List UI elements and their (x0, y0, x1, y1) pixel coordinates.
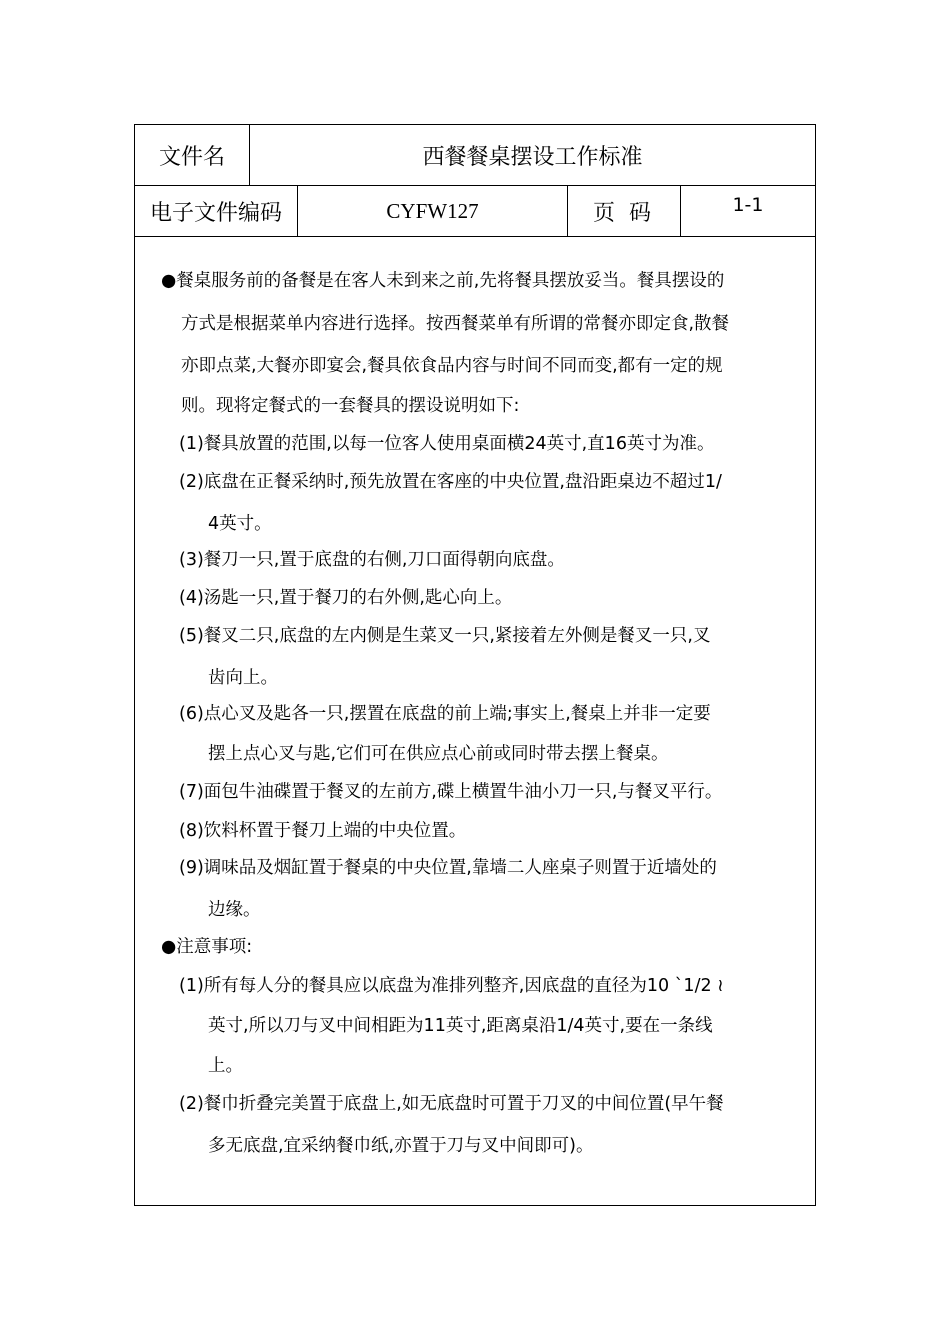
header-row-code (135, 186, 815, 237)
list-item: (1)餐具放置的范围,以每一位客人使用桌面横24英寸,直16英寸为准。 (179, 434, 715, 454)
header-row-title (135, 125, 815, 186)
intro-line: 方式是根据菜单内容进行选择。按西餐菜单有所谓的常餐亦即定食,散餐 (181, 314, 730, 334)
list-item-continuation: 齿向上。 (208, 668, 278, 688)
file-name-label: 文件名 (135, 125, 250, 185)
list-item: (2)底盘在正餐采纳时,预先放置在客座的中央位置,盘沿距桌边不超过1/ (179, 472, 722, 492)
list-item-continuation: 4英寸。 (208, 514, 272, 534)
page-value: 1-1 (732, 194, 764, 216)
code-label: 电子文件编码 (135, 186, 298, 236)
list-item: (9)调味品及烟缸置于餐桌的中央位置,靠墙二人座桌子则置于近墙处的 (179, 858, 717, 878)
page-label: 页码 (568, 186, 681, 236)
list-item-continuation: 摆上点心叉与匙,它们可在供应点心前或同时带去摆上餐桌。 (208, 744, 669, 764)
list-item: (4)汤匙一只,置于餐刀的右外侧,匙心向上。 (179, 588, 513, 608)
list-item: (5)餐叉二只,底盘的左内侧是生菜叉一只,紧接着左外侧是餐叉一只,叉 (179, 626, 711, 646)
code-value: CYFW127 (298, 186, 568, 236)
intro-line: ●餐桌服务前的备餐是在客人未到来之前,先将餐具摆放妥当。餐具摆设的 (161, 271, 725, 291)
note-item-continuation: 上。 (208, 1056, 243, 1076)
note-item-continuation: 多无底盘,宜采纳餐巾纸,亦置于刀与叉中间即可)。 (208, 1136, 594, 1156)
list-item: (7)面包牛油碟置于餐叉的左前方,碟上横置牛油小刀一只,与餐叉平行。 (179, 782, 723, 802)
list-item: (6)点心叉及匙各一只,摆置在底盘的前上端;事实上,餐桌上并非一定要 (179, 704, 711, 724)
list-item: (3)餐刀一只,置于底盘的右侧,刀口面得朝向底盘。 (179, 550, 565, 570)
note-item-continuation: 英寸,所以刀与叉中间相距为11英寸,距离桌沿1/4英寸,要在一条线 (208, 1016, 713, 1036)
list-item-continuation: 边缘。 (208, 900, 261, 920)
intro-line: 亦即点菜,大餐亦即宴会,餐具依食品内容与时间不同而变,都有一定的规 (181, 356, 723, 376)
note-item: (1)所有每人分的餐具应以底盘为准排列整齐,因底盘的直径为10 `1/2 ≀ (179, 976, 724, 996)
list-item: (8)饮料杯置于餐刀上端的中央位置。 (179, 821, 467, 841)
intro-line: 则。现将定餐式的一套餐具的摆设说明如下: (181, 396, 520, 416)
notes-title: ●注意事项: (161, 937, 253, 957)
document-table (134, 124, 816, 1206)
file-name-value: 西餐餐桌摆设工作标准 (422, 144, 643, 170)
note-item: (2)餐巾折叠完美置于底盘上,如无底盘时可置于刀叉的中间位置(早午餐 (179, 1094, 724, 1114)
document-body (135, 237, 815, 1205)
